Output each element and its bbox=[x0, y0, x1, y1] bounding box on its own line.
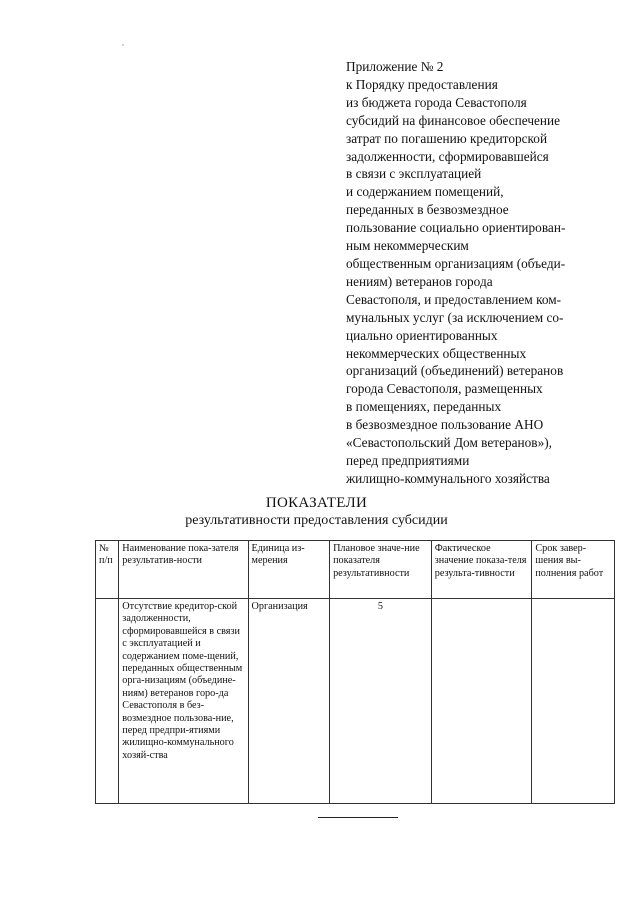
end-separator-line bbox=[318, 817, 398, 818]
appendix-line: некоммерческих общественных bbox=[346, 345, 527, 361]
cell-number bbox=[96, 599, 119, 804]
appendix-line: общественным организациям (объеди- bbox=[346, 255, 566, 271]
appendix-line: в связи с эксплуатацией bbox=[346, 166, 482, 182]
header-number: № п/п bbox=[96, 541, 119, 599]
appendix-line: нениям) ветеранов города bbox=[346, 273, 493, 289]
appendix-line: к Порядку предоставления bbox=[346, 76, 498, 92]
appendix-line: в безвозмездное пользование АНО bbox=[346, 417, 544, 433]
appendix-line: Севастополя, и предоставлением ком- bbox=[346, 291, 562, 307]
cell-indicator-name: Отсутствие кредитор-ской задолженности, сформировавшейся в связи с эксплуатацией и содержанием поме-щений, переданных общественным орга-низациям (объедине-ниям) ветеранов горо-да Севастополя в без-возмездное пользова-ние, перед предпри-ятиями жилищно-коммунального хозяй-ства bbox=[119, 599, 248, 804]
appendix-line: в помещениях, переданных bbox=[346, 399, 502, 415]
appendix-line: субсидий на финансовое обеспечение bbox=[346, 112, 561, 128]
appendix-line: переданных в безвозмездное bbox=[346, 202, 509, 218]
table-row bbox=[96, 599, 615, 804]
appendix-heading-block bbox=[346, 58, 608, 488]
header-unit: Единица из-мерения bbox=[248, 541, 330, 599]
appendix-line: организаций (объединений) ветеранов bbox=[346, 363, 564, 379]
header-completion-term: Срок завер-шения вы-полнения работ bbox=[532, 541, 615, 599]
appendix-line: из бюджета города Севастополя bbox=[346, 94, 527, 110]
header-planned-value: Плановое значе-ние показателя результативности bbox=[330, 541, 432, 599]
appendix-line: жилищно-коммунального хозяйства bbox=[346, 470, 550, 486]
appendix-line: затрат по погашению кредиторской bbox=[346, 130, 548, 146]
appendix-line: пользование социально ориентирован- bbox=[346, 220, 566, 236]
cell-planned-value: 5 bbox=[330, 599, 432, 804]
cell-actual-value bbox=[431, 599, 532, 804]
appendix-line: мунальных услуг (за исключением со- bbox=[346, 309, 564, 325]
indicators-table bbox=[95, 540, 615, 804]
scan-speck bbox=[122, 44, 124, 46]
appendix-line: перед предприятиями bbox=[346, 452, 470, 468]
appendix-line: циально ориентированных bbox=[346, 327, 498, 343]
header-actual-value: Фактическое значение показа-теля результа-тивности bbox=[431, 541, 532, 599]
appendix-line: «Севастопольский Дом ветеранов»), bbox=[346, 435, 552, 451]
appendix-line: задолженности, сформировавшейся bbox=[346, 148, 549, 164]
table-header-row bbox=[96, 541, 615, 599]
document-subtitle: результативности предоставления субсидии bbox=[185, 513, 448, 528]
document-title: ПОКАЗАТЕЛИ bbox=[265, 495, 368, 511]
appendix-line: города Севастополя, размещенных bbox=[346, 381, 543, 397]
cell-unit: Организация bbox=[248, 599, 330, 804]
appendix-line: ным некоммерческим bbox=[346, 238, 469, 254]
header-indicator-name: Наименование пока-зателя результатив-ности bbox=[119, 541, 248, 599]
appendix-line: и содержанием помещений, bbox=[346, 184, 504, 200]
cell-completion-term bbox=[532, 599, 615, 804]
appendix-line: Приложение № 2 bbox=[346, 59, 444, 74]
